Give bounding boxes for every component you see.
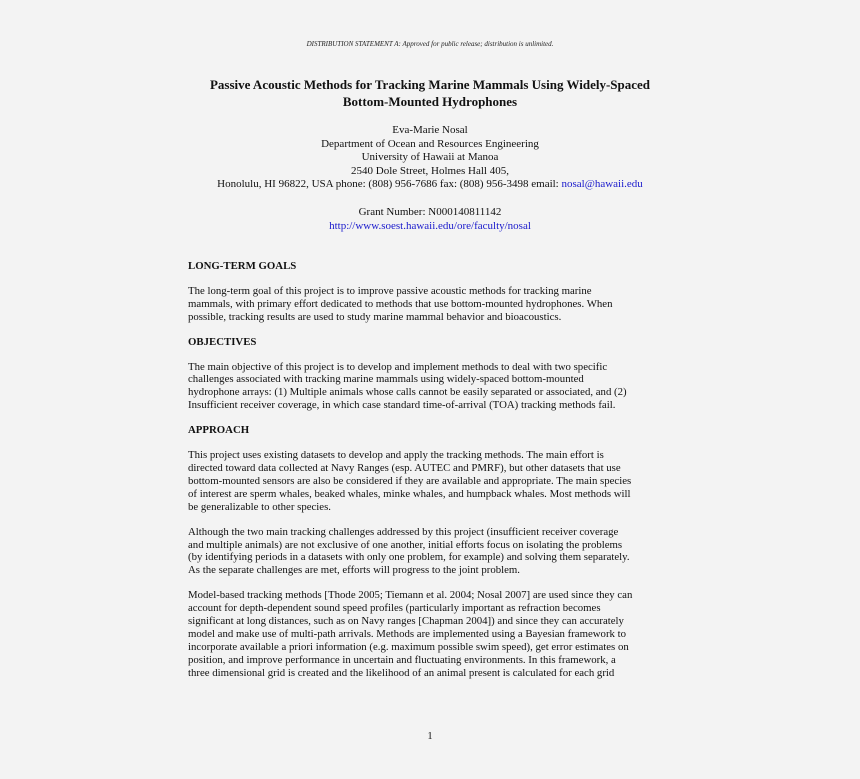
approach-paragraph-3 xyxy=(188,589,674,679)
faculty-url-link[interactable]: http://www.soest.hawaii.edu/ore/faculty/nosal xyxy=(329,219,531,232)
text-line: account for depth-dependent sound speed profiles (particularly important as refraction becomes xyxy=(188,602,601,615)
grant-block xyxy=(150,206,710,233)
page-number: 1 xyxy=(427,731,433,742)
objectives-paragraph xyxy=(188,361,674,413)
text-line: of interest are sperm whales, beaked whales, minke whales, and humpback whales. Most methods will xyxy=(188,487,631,500)
email-link[interactable]: nosal@hawaii.edu xyxy=(561,178,643,190)
text-line: Insufficient receiver coverage, in which case standard time-of-arrival (TOA) tracking methods fail. xyxy=(188,399,616,412)
text-line: The main objective of this project is to develop and implement methods to deal with two specific xyxy=(188,360,608,373)
text-line: possible, tracking results are used to study marine mammal behavior and bioacoustics. xyxy=(188,310,562,323)
text-line: Model-based tracking methods [Thode 2005; Tiemann et al. 2004; Nosal 2007] are used since they can xyxy=(188,589,633,602)
text-line: directed toward data collected at Navy Ranges (esp. AUTEC and PMRF), but other datasets that use xyxy=(188,461,621,474)
text-line: challenges associated with tracking marine mammals using widely-spaced bottom-mounted xyxy=(188,373,584,386)
approach-paragraph-1 xyxy=(188,449,674,514)
heading-approach: APPROACH xyxy=(188,424,250,437)
text-line: significant at long distances, such as on Navy ranges [Chapman 2004]) and since they can accurately xyxy=(188,615,624,628)
text-line: three dimensional grid is created and the likelihood of an animal present is calculated for each grid xyxy=(188,666,615,679)
text-line: mammals, with primary effort dedicated to methods that use bottom-mounted hydrophones. When xyxy=(188,297,613,310)
heading-objectives: OBJECTIVES xyxy=(188,335,257,348)
distribution-statement: DISTRIBUTION STATEMENT A: Approved for public release; distribution is unlimited. xyxy=(306,40,554,48)
text-line: be generalizable to other species. xyxy=(188,500,331,513)
author-name: Eva-Marie Nosal xyxy=(392,124,468,136)
text-line: model and make use of multi-path arrivals. Methods are implemented using a Bayesian framework to xyxy=(188,627,627,640)
text-line: bottom-mounted sensors are also be considered if they are available and appropriate. The main species xyxy=(188,474,632,487)
text-line: position, and improve performance in uncertain and fluctuating environments. In this framework, a xyxy=(188,653,616,666)
text-line: The long-term goal of this project is to improve passive acoustic methods for tracking marine xyxy=(188,284,592,297)
text-line: This project uses existing datasets to develop and apply the tracking methods. The main effort is xyxy=(188,449,604,462)
text-line: As the separate challenges are met, efforts will progress to the joint problem. xyxy=(188,564,521,577)
author-street: 2540 Dole Street, Holmes Hall 405, xyxy=(351,164,509,177)
contact-text: Honolulu, HI 96822, USA phone: (808) 956-7686 fax: (808) 956-3498 email: xyxy=(217,178,562,190)
text-line: hydrophone arrays: (1) Multiple animals whose calls cannot be easily separated or associated, and (2) xyxy=(188,386,627,399)
paper-title xyxy=(150,76,710,110)
goals-paragraph xyxy=(188,285,674,324)
author-block xyxy=(150,124,710,192)
text-line: incorporate available a priori information (e.g. maximum possible swim speed), get error estimates on xyxy=(188,640,629,653)
approach-paragraph-2 xyxy=(188,526,674,578)
title-line: Bottom-Mounted Hydrophones xyxy=(342,94,518,109)
author-contact xyxy=(150,178,710,192)
title-line: Passive Acoustic Methods for Tracking Marine Mammals Using Widely-Spaced xyxy=(209,77,651,92)
text-line: Although the two main tracking challenges addressed by this project (insufficient receiver coverage xyxy=(188,525,619,538)
text-line: (by identifying periods in a datasets with only one problem, for example) and solving them separately. xyxy=(188,551,630,564)
grant-number: Grant Number: N000140811142 xyxy=(358,206,502,218)
author-university: University of Hawaii at Manoa xyxy=(361,151,499,163)
heading-long-term-goals: LONG-TERM GOALS xyxy=(188,260,297,272)
text-line: and multiple animals) are not exclusive of one another, initial efforts focus on isolating the problems xyxy=(188,538,623,551)
paper-body xyxy=(188,260,674,692)
author-department: Department of Ocean and Resources Engineering xyxy=(321,137,539,150)
